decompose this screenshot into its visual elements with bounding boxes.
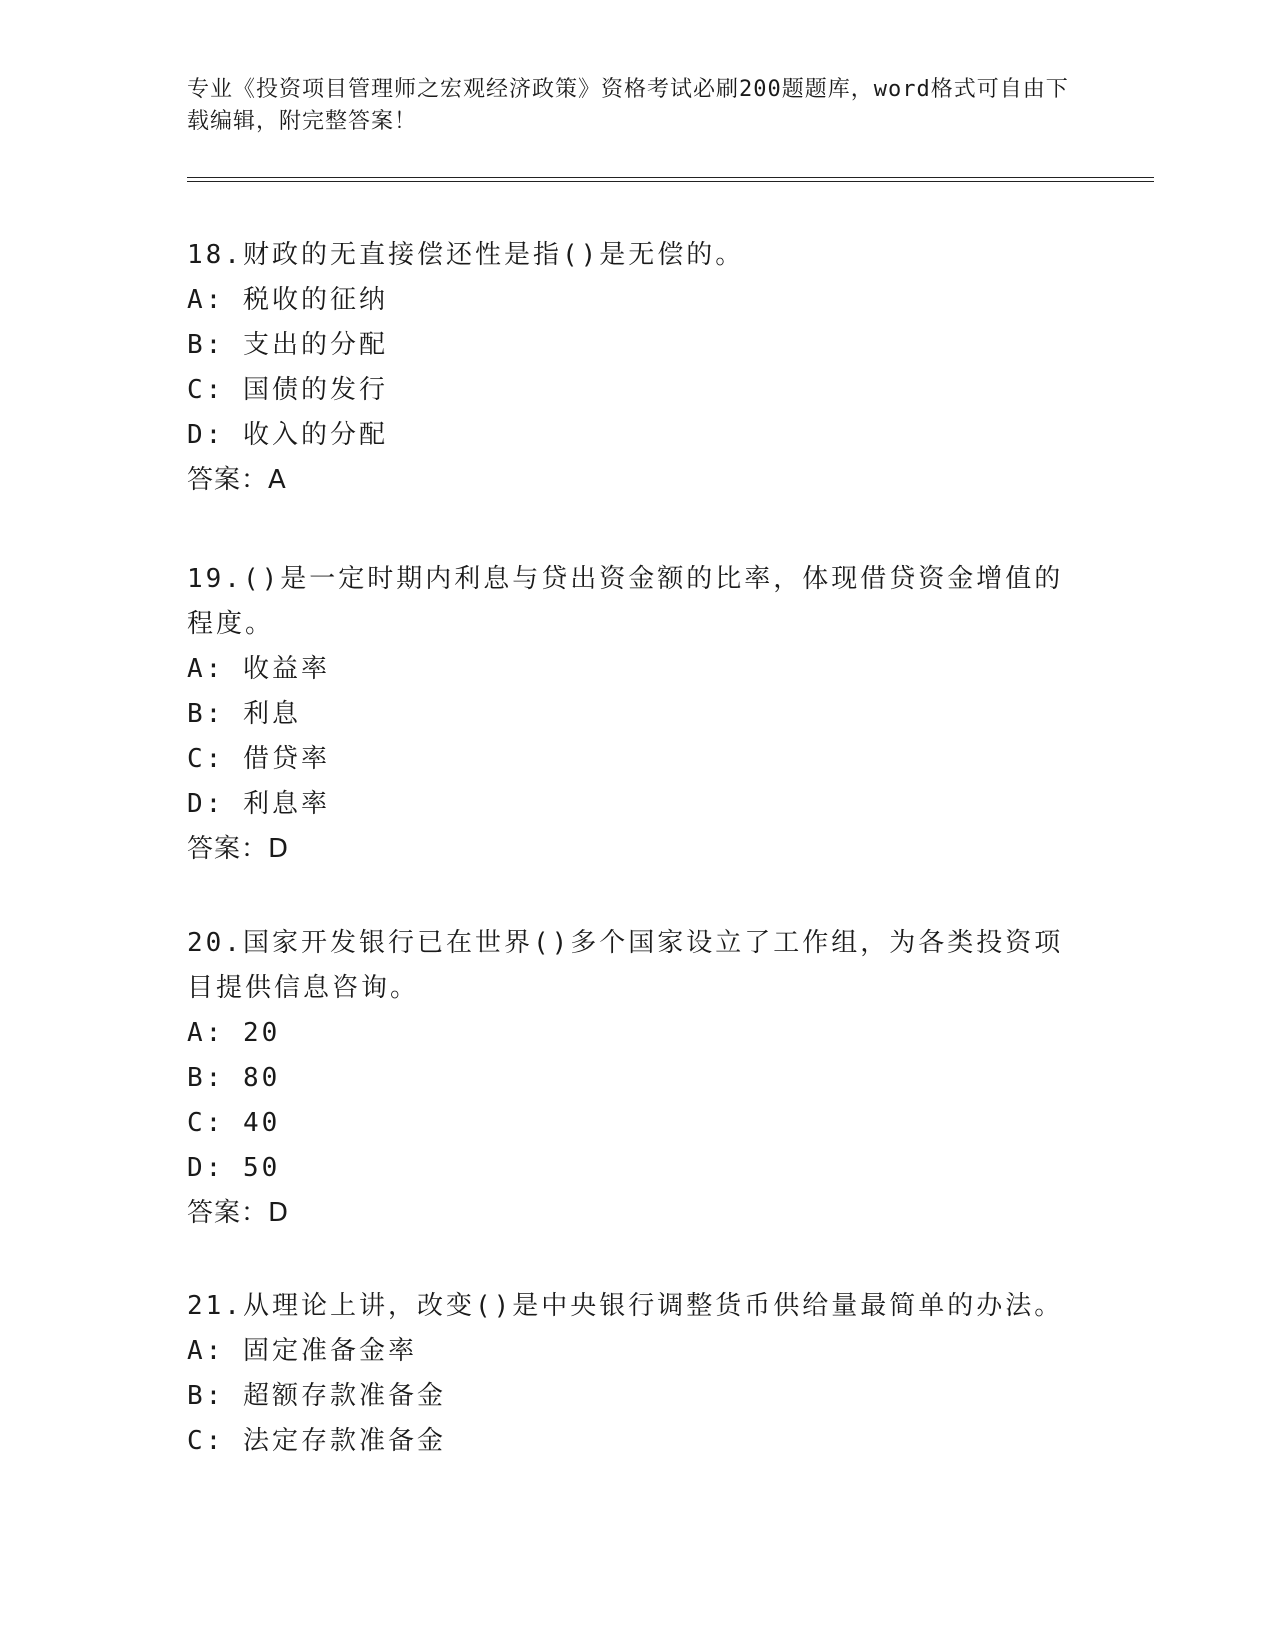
answer-label: 答案：D: [187, 1198, 290, 1228]
header-divider-top: [187, 177, 1154, 178]
option-c: C: 借贷率: [187, 744, 330, 774]
question-18: [187, 233, 1087, 503]
option-b: B: 80: [187, 1063, 281, 1093]
option-d: D: 50: [187, 1153, 281, 1183]
option-a: A: 收益率: [187, 654, 330, 684]
option-c: C: 法定存款准备金: [187, 1426, 446, 1456]
document-header: 专业《投资项目管理师之宏观经济政策》资格考试必刷200题题库，word格式可自由下载编辑，附完整答案！: [187, 77, 1069, 134]
question-20: [187, 921, 1087, 1236]
option-d: D: 利息率: [187, 789, 330, 819]
option-d: D: 收入的分配: [187, 420, 388, 450]
header-divider-bottom: [187, 181, 1154, 182]
option-c: C: 40: [187, 1108, 281, 1138]
question-stem: 20.国家开发银行已在世界()多个国家设立了工作组，为各类投资项目提供信息咨询。: [187, 928, 1064, 1003]
option-b: B: 利息: [187, 699, 301, 729]
question-19: [187, 557, 1087, 872]
option-a: A: 税收的征纳: [187, 285, 388, 315]
option-b: B: 超额存款准备金: [187, 1381, 446, 1411]
question-stem: 21.从理论上讲，改变()是中央银行调整货币供给量最简单的办法。: [187, 1291, 1064, 1321]
option-c: C: 国债的发行: [187, 375, 388, 405]
question-stem: 18.财政的无直接偿还性是指()是无偿的。: [187, 240, 745, 270]
answer-label: 答案：A: [187, 465, 287, 495]
answer-label: 答案：D: [187, 834, 290, 864]
option-a: A: 20: [187, 1018, 281, 1048]
question-21: [187, 1284, 1087, 1464]
question-stem: 19.()是一定时期内利息与贷出资金额的比率，体现借贷资金增值的程度。: [187, 564, 1064, 639]
option-a: A: 固定准备金率: [187, 1336, 417, 1366]
option-b: B: 支出的分配: [187, 330, 388, 360]
